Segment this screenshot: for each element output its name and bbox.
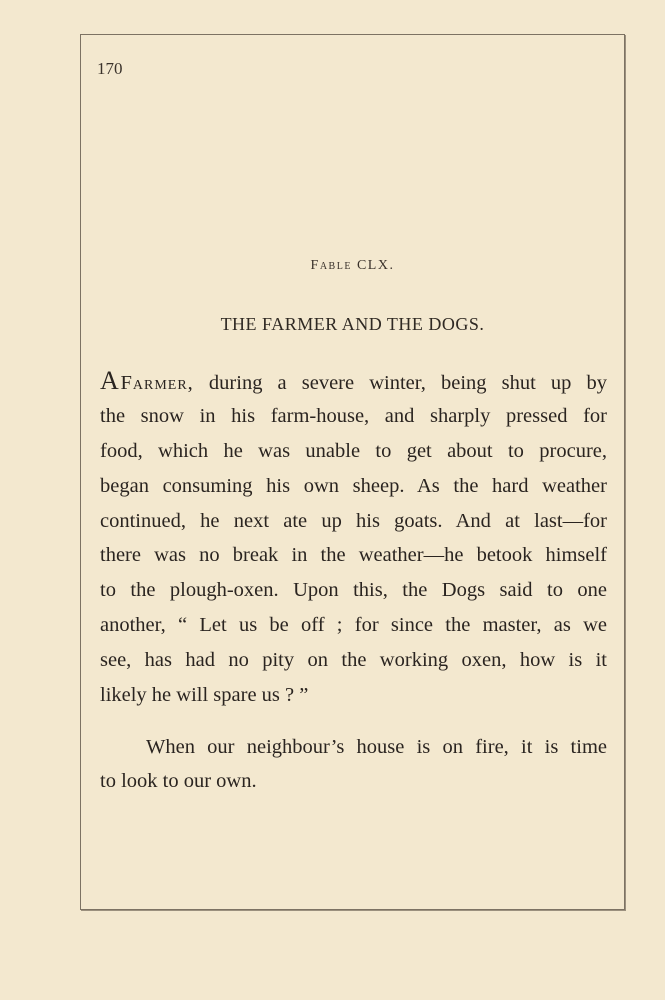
body-line-9: see, has had no pity on the working oxen, how is it [100,649,607,671]
moral-line-1: When our neighbour’s house is on fire, it is time [146,736,607,758]
body-line-8: another, “ Let us be off ; for since the master, as we [100,614,607,636]
body-line-7: to the plough-oxen. Upon this, the Dogs said to one [100,579,607,601]
fable-number: Fable CLX. [310,258,395,273]
moral-line-2: to look to our own. [100,770,257,792]
body-line-2: the snow in his farm-house, and sharply pressed for [100,405,607,427]
body-line-1 [100,366,607,395]
body-line-3: food, which he was unable to get about to procure, [100,440,607,462]
body-line-6: there was no break in the weather—he betook himself [100,544,607,566]
fable-title: THE FARMER AND THE DOGS. [220,314,485,334]
body-line-4: began consuming his own sheep. As the hard weather [100,475,607,497]
page-number: 170 [97,59,123,78]
body-line-5: continued, he next ate up his goats. And at last—for [100,510,607,532]
body-line-10: likely he will spare us ? ” [100,684,309,706]
lead-word: Farmer, [120,372,194,394]
drop-letter: A [100,366,119,395]
body-line-1-rest: during a severe winter, being shut up by [208,372,607,394]
